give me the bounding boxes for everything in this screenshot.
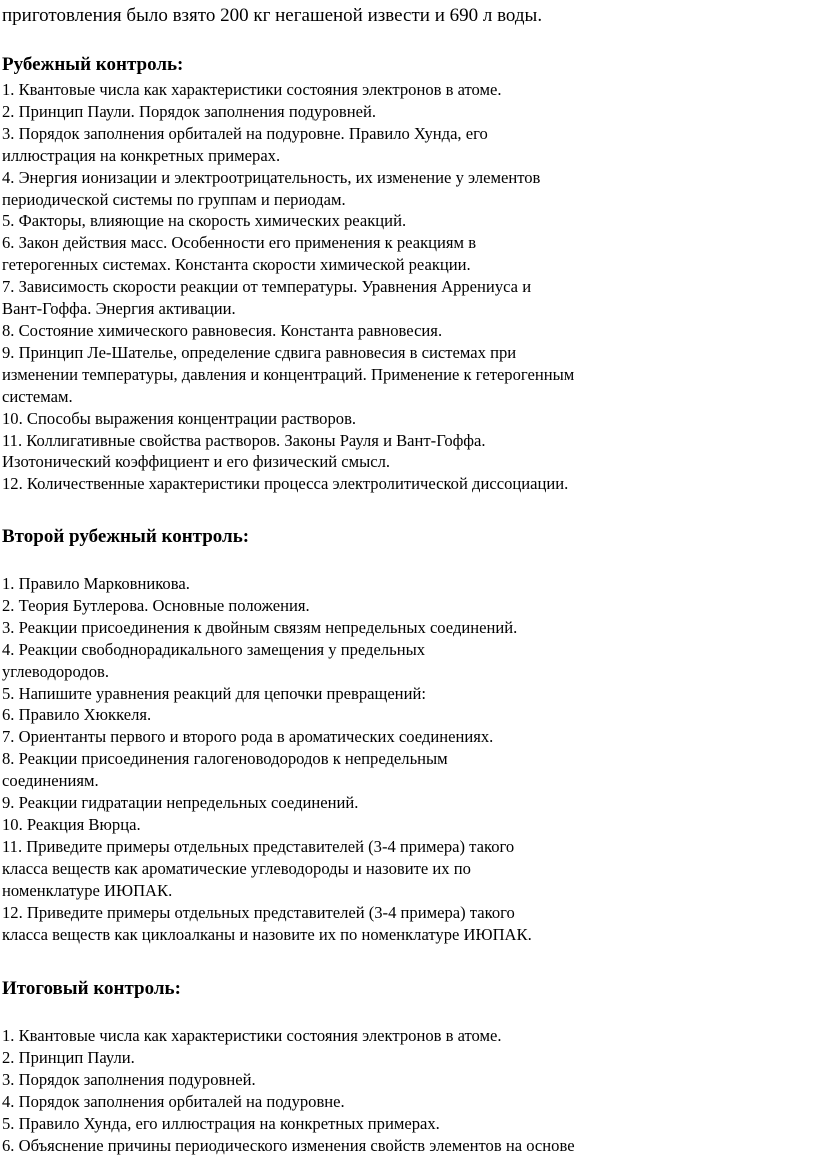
question-text-line: 9. Реакции гидратации непредельных соединений.	[2, 793, 359, 813]
question-list-rubezhny	[2, 79, 574, 495]
question-text-line: Изотонический коэффициент и его физический смысл.	[2, 452, 391, 472]
question-text-line: изменении температуры, давления и концентраций. Применение к гетерогенным	[2, 364, 575, 384]
question-text-line: 12. Количественные характеристики процесса электролитической диссоциации.	[2, 474, 569, 494]
question-text-line: соединениям.	[2, 771, 99, 791]
question-text-line: 6. Правило Хюккеля.	[2, 705, 152, 725]
question-item	[2, 639, 532, 683]
question-item	[2, 1069, 575, 1091]
question-item	[2, 79, 574, 101]
question-text-line: 4. Порядок заполнения орбиталей на подуровне.	[2, 1091, 345, 1111]
question-text-line: 6. Закон действия масс. Особенности его применения к реакциям в	[2, 233, 477, 253]
question-item	[2, 1113, 575, 1135]
question-item	[2, 573, 532, 595]
question-text-line: 9. Принцип Ле-Шателье, определение сдвига равновесия в системах при	[2, 342, 517, 362]
question-item	[2, 210, 574, 232]
question-text-line: гетерогенных системах. Константа скорости химической реакции.	[2, 255, 471, 275]
question-item	[2, 617, 532, 639]
question-item	[2, 792, 532, 814]
question-text-line: 3. Порядок заполнения подуровней.	[2, 1069, 256, 1089]
question-text-line: 7. Ориентанты первого и второго рода в ароматических соединениях.	[2, 727, 494, 747]
question-text-line: 5. Правило Хунда, его иллюстрация на конкретных примерах.	[2, 1113, 440, 1133]
question-text-line: 5. Напишите уравнения реакций для цепочки превращений:	[2, 683, 426, 703]
question-text-line: иллюстрация на конкретных примерах.	[2, 145, 281, 165]
question-text-line: 12. Приведите примеры отдельных представителей (3-4 примера) такого	[2, 902, 515, 922]
question-text-line: 11. Приведите примеры отдельных представителей (3-4 примера) такого	[2, 836, 515, 856]
question-item	[2, 276, 574, 320]
question-text-line: углеводородов.	[2, 661, 110, 681]
question-item	[2, 726, 532, 748]
intro-text: приготовления было взято 200 кг негашеной извести и 690 л воды.	[2, 5, 543, 26]
question-item	[2, 232, 574, 276]
question-text-line: 2. Принцип Паули.	[2, 1047, 135, 1067]
question-item	[2, 320, 574, 342]
question-item	[2, 473, 574, 495]
question-text-line: 4. Энергия ионизации и электроотрицательность, их изменение у элементов	[2, 167, 541, 187]
question-item	[2, 167, 574, 211]
question-text-line: 5. Факторы, влияющие на скорость химических реакций.	[2, 211, 407, 231]
question-text-line: класса веществ как ароматические углеводороды и назовите их по	[2, 858, 471, 878]
question-list-itogovy	[2, 1025, 575, 1156]
question-text-line: Вант-Гоффа. Энергия активации.	[2, 299, 236, 319]
question-text-line: 3. Реакции присоединения к двойным связям непредельных соединений.	[2, 617, 518, 637]
question-item	[2, 430, 574, 474]
question-list-vtoroy	[2, 573, 532, 945]
question-text-line: 2. Теория Бутлерова. Основные положения.	[2, 595, 310, 615]
question-item	[2, 1025, 575, 1047]
section-heading-vtoroy: Второй рубежный контроль:	[2, 526, 250, 547]
question-text-line: класса веществ как циклоалканы и назовите их по номенклатуре ИЮПАК.	[2, 924, 532, 944]
question-item	[2, 342, 574, 408]
question-text-line: 8. Состояние химического равновесия. Константа равновесия.	[2, 320, 443, 340]
question-text-line: 1. Правило Марковникова.	[2, 574, 190, 593]
question-text-line: 6. Объяснение причины периодического изменения свойств элементов на основе	[2, 1135, 575, 1155]
question-item	[2, 748, 532, 792]
question-text-line: 10. Способы выражения концентрации растворов.	[2, 408, 357, 428]
question-item	[2, 814, 532, 836]
question-item	[2, 1047, 575, 1069]
question-item	[2, 1135, 575, 1157]
question-item	[2, 902, 532, 946]
question-text-line: 3. Порядок заполнения орбиталей на подуровне. Правило Хунда, его	[2, 123, 488, 143]
question-text-line: 1. Квантовые числа как характеристики состояния электронов в атоме.	[2, 80, 502, 99]
question-item	[2, 1091, 575, 1113]
section-heading-itogovy: Итоговый контроль:	[2, 978, 181, 999]
question-item	[2, 408, 574, 430]
question-item	[2, 101, 574, 123]
question-text-line: 8. Реакции присоединения галогеноводородов к непредельным	[2, 749, 448, 769]
question-text-line: 2. Принцип Паули. Порядок заполнения подуровней.	[2, 101, 376, 121]
question-item	[2, 836, 532, 902]
question-text-line: 10. Реакция Вюрца.	[2, 814, 141, 834]
question-item	[2, 683, 532, 705]
question-item	[2, 123, 574, 167]
question-item	[2, 704, 532, 726]
question-text-line: 4. Реакции свободнорадикального замещения у предельных	[2, 639, 426, 659]
question-text-line: 11. Коллигативные свойства растворов. Законы Рауля и Вант-Гоффа.	[2, 430, 486, 450]
question-item	[2, 595, 532, 617]
section-heading-rubezhny: Рубежный контроль:	[2, 54, 184, 75]
question-text-line: 1. Квантовые числа как характеристики состояния электронов в атоме.	[2, 1026, 502, 1045]
question-text-line: периодической системы по группам и периодам.	[2, 189, 346, 209]
question-text-line: номенклатуре ИЮПАК.	[2, 880, 173, 900]
question-text-line: 7. Зависимость скорости реакции от температуры. Уравнения Аррениуса и	[2, 277, 532, 297]
question-text-line: системам.	[2, 386, 73, 406]
